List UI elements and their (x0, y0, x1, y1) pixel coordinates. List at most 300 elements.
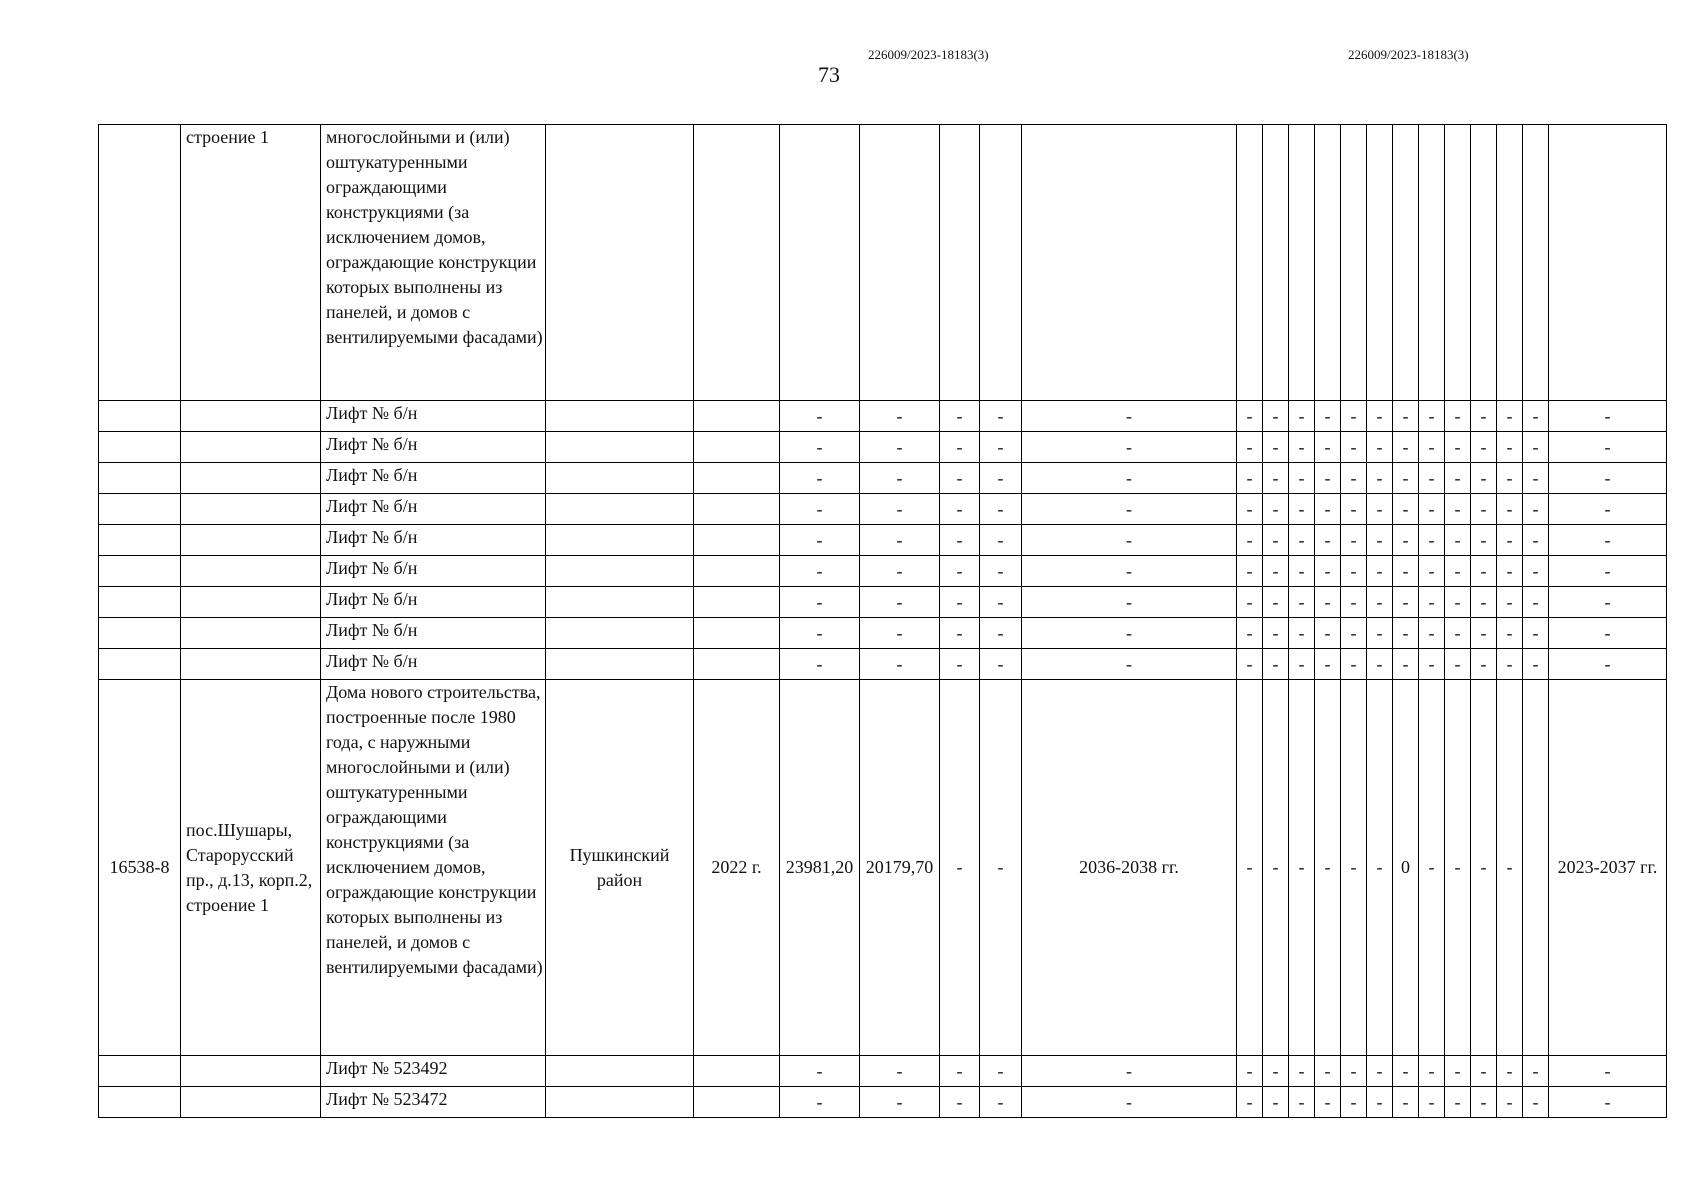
register-table (98, 124, 1667, 1118)
cell-flag: - (1445, 494, 1471, 525)
cell-year (694, 432, 780, 463)
cell-flag: - (1315, 556, 1341, 587)
cell-value-2: - (860, 1087, 940, 1118)
cell-period-2: - (1549, 1087, 1667, 1118)
cell-flag: - (1263, 680, 1289, 1056)
cell-address (181, 463, 321, 494)
cell-value-2: - (860, 401, 940, 432)
cell-year (694, 125, 780, 401)
cell-value-2: - (860, 649, 940, 680)
cell-year (694, 401, 780, 432)
cell-address (181, 525, 321, 556)
cell-flag: - (1471, 1087, 1497, 1118)
cell-value-2: - (860, 463, 940, 494)
cell-value-2: - (860, 587, 940, 618)
cell-flag: - (1263, 525, 1289, 556)
cell-flag: - (1237, 1087, 1263, 1118)
cell-description: Лифт № б/н (321, 463, 546, 494)
cell-flag: - (1341, 494, 1367, 525)
cell-period-2 (1549, 125, 1667, 401)
cell-value-1: - (780, 556, 860, 587)
cell-flag: - (1263, 649, 1289, 680)
cell-value-4: - (980, 680, 1022, 1056)
cell-value-1: - (780, 618, 860, 649)
cell-value-2 (860, 125, 940, 401)
cell-flag: - (1263, 494, 1289, 525)
cell-flag: - (1497, 1087, 1523, 1118)
cell-value-1: 23981,20 (780, 680, 860, 1056)
cell-district (546, 432, 694, 463)
cell-flag: - (1497, 649, 1523, 680)
cell-flag: - (1419, 680, 1445, 1056)
cell-period: 2036-2038 гг. (1022, 680, 1237, 1056)
cell-period-2: - (1549, 494, 1667, 525)
cell-description: Лифт № б/н (321, 494, 546, 525)
cell-flag: - (1341, 525, 1367, 556)
cell-flag: - (1315, 618, 1341, 649)
cell-flag: - (1393, 649, 1419, 680)
cell-flag: - (1523, 494, 1549, 525)
cell-period-2: - (1549, 1056, 1667, 1087)
cell-flag: - (1289, 432, 1315, 463)
table-row-lift (99, 618, 1667, 649)
cell-district (546, 494, 694, 525)
table-row-lift (99, 401, 1667, 432)
cell-year (694, 587, 780, 618)
cell-period-2: - (1549, 649, 1667, 680)
cell-period: - (1022, 618, 1237, 649)
cell-flag: - (1237, 1056, 1263, 1087)
cell-flag: - (1497, 432, 1523, 463)
cell-flag: - (1367, 525, 1393, 556)
cell-flag: - (1497, 618, 1523, 649)
cell-period-2: - (1549, 463, 1667, 494)
cell-flag: - (1419, 618, 1445, 649)
cell-flag: - (1497, 556, 1523, 587)
cell-value-4: - (980, 432, 1022, 463)
cell-value-3: - (940, 680, 980, 1056)
cell-flag: - (1497, 1056, 1523, 1087)
cell-flag: - (1315, 649, 1341, 680)
cell-address (181, 587, 321, 618)
cell-value-3: - (940, 1056, 980, 1087)
cell-flag: - (1393, 587, 1419, 618)
cell-district (546, 1087, 694, 1118)
cell-value-3: - (940, 649, 980, 680)
cell-address: строение 1 (181, 125, 321, 401)
cell-flag: - (1237, 494, 1263, 525)
cell-value-4: - (980, 649, 1022, 680)
cell-flag: - (1237, 525, 1263, 556)
cell-flag: - (1523, 1087, 1549, 1118)
cell-flag: - (1367, 618, 1393, 649)
table-row-lift (99, 587, 1667, 618)
cell-value-1: - (780, 525, 860, 556)
cell-description: Лифт № 523492 (321, 1056, 546, 1087)
cell-address (181, 618, 321, 649)
cell-period: - (1022, 1056, 1237, 1087)
cell-flag: - (1393, 401, 1419, 432)
cell-value-3 (940, 125, 980, 401)
cell-flag: - (1523, 1056, 1549, 1087)
cell-flag: - (1419, 649, 1445, 680)
cell-flag: - (1419, 525, 1445, 556)
cell-flag: - (1237, 556, 1263, 587)
cell-flag: - (1497, 494, 1523, 525)
cell-flag: - (1341, 463, 1367, 494)
cell-flag: - (1445, 680, 1471, 1056)
cell-flag: - (1445, 1087, 1471, 1118)
cell-id (99, 494, 181, 525)
cell-flag: - (1341, 1056, 1367, 1087)
cell-value-2: 20179,70 (860, 680, 940, 1056)
cell-flag: - (1367, 587, 1393, 618)
cell-flag: - (1315, 587, 1341, 618)
cell-district (546, 587, 694, 618)
cell-id (99, 556, 181, 587)
cell-flag: - (1237, 649, 1263, 680)
cell-value-1: - (780, 494, 860, 525)
cell-flag (1497, 125, 1523, 401)
cell-flag: - (1315, 1056, 1341, 1087)
cell-flag (1367, 125, 1393, 401)
cell-address (181, 1087, 321, 1118)
cell-flag: - (1237, 401, 1263, 432)
cell-flag: - (1445, 649, 1471, 680)
cell-flag: - (1315, 1087, 1341, 1118)
cell-value-3: - (940, 494, 980, 525)
cell-flag: - (1237, 587, 1263, 618)
cell-flag: - (1419, 556, 1445, 587)
cell-district (546, 525, 694, 556)
cell-year (694, 1056, 780, 1087)
cell-district (546, 649, 694, 680)
cell-flag: - (1393, 432, 1419, 463)
cell-flag (1471, 125, 1497, 401)
cell-district (546, 556, 694, 587)
cell-flag (1263, 125, 1289, 401)
cell-flag: - (1497, 525, 1523, 556)
cell-district: Пушкинский район (546, 680, 694, 1056)
cell-value-1: - (780, 1087, 860, 1118)
cell-flag: - (1367, 649, 1393, 680)
cell-flag (1523, 680, 1549, 1056)
cell-period: - (1022, 525, 1237, 556)
cell-flag: - (1263, 1087, 1289, 1118)
cell-flag (1523, 125, 1549, 401)
cell-flag: - (1367, 680, 1393, 1056)
cell-value-4: - (980, 1087, 1022, 1118)
cell-address (181, 1056, 321, 1087)
cell-year (694, 649, 780, 680)
cell-flag: - (1367, 556, 1393, 587)
cell-value-2: - (860, 494, 940, 525)
cell-flag: - (1523, 556, 1549, 587)
cell-flag: - (1263, 618, 1289, 649)
cell-year (694, 525, 780, 556)
cell-flag: - (1289, 587, 1315, 618)
cell-value-3: - (940, 1087, 980, 1118)
cell-flag: - (1367, 494, 1393, 525)
cell-description: Лифт № б/н (321, 649, 546, 680)
cell-flag: - (1471, 649, 1497, 680)
cell-id (99, 525, 181, 556)
cell-id (99, 587, 181, 618)
cell-value-3: - (940, 587, 980, 618)
cell-address (181, 649, 321, 680)
cell-value-4: - (980, 463, 1022, 494)
cell-flag: - (1393, 1056, 1419, 1087)
cell-period: - (1022, 494, 1237, 525)
cell-description: Лифт № б/н (321, 556, 546, 587)
cell-value-2: - (860, 618, 940, 649)
cell-flag: - (1315, 680, 1341, 1056)
document-number-duplicate: 226009/2023-18183(3) (1348, 47, 1469, 62)
cell-flag: - (1393, 494, 1419, 525)
cell-flag: - (1367, 1056, 1393, 1087)
cell-flag: - (1471, 401, 1497, 432)
cell-value-3: - (940, 463, 980, 494)
cell-flag: - (1263, 432, 1289, 463)
cell-description: Лифт № б/н (321, 525, 546, 556)
cell-description: Лифт № б/н (321, 432, 546, 463)
cell-value-4: - (980, 556, 1022, 587)
cell-year (694, 1087, 780, 1118)
cell-value-4: - (980, 1056, 1022, 1087)
cell-flag: - (1445, 401, 1471, 432)
cell-id (99, 1056, 181, 1087)
cell-value-1: - (780, 401, 860, 432)
cell-value-2: - (860, 525, 940, 556)
cell-value-4: - (980, 525, 1022, 556)
cell-district (546, 463, 694, 494)
cell-period-2: - (1549, 587, 1667, 618)
table-row-lift (99, 1087, 1667, 1118)
cell-value-4 (980, 125, 1022, 401)
cell-id (99, 125, 181, 401)
cell-flag: - (1471, 587, 1497, 618)
cell-id (99, 463, 181, 494)
cell-id (99, 1087, 181, 1118)
cell-flag: - (1419, 1056, 1445, 1087)
cell-value-4: - (980, 587, 1022, 618)
cell-flag: - (1341, 556, 1367, 587)
cell-flag: - (1393, 525, 1419, 556)
cell-flag: - (1419, 587, 1445, 618)
cell-period: - (1022, 1087, 1237, 1118)
cell-flag: - (1341, 432, 1367, 463)
cell-value-3: - (940, 432, 980, 463)
cell-district (546, 1056, 694, 1087)
cell-period-2: - (1549, 525, 1667, 556)
cell-flag: - (1393, 556, 1419, 587)
cell-flag: - (1289, 556, 1315, 587)
cell-flag: - (1497, 401, 1523, 432)
cell-description: многослойными и (или) оштукатуренными ограждающими конструкциями (за исключением домов, ограждающие конструкции которых выполнены из панелей, и домов с вентилируемыми фасадами) (321, 125, 546, 401)
cell-period: - (1022, 432, 1237, 463)
cell-flag: - (1523, 525, 1549, 556)
cell-period: - (1022, 556, 1237, 587)
cell-district (546, 618, 694, 649)
cell-flag: - (1471, 432, 1497, 463)
cell-flag: - (1237, 680, 1263, 1056)
cell-flag: - (1315, 494, 1341, 525)
cell-period (1022, 125, 1237, 401)
cell-period-2: - (1549, 556, 1667, 587)
cell-flag: - (1523, 401, 1549, 432)
cell-flag (1341, 125, 1367, 401)
cell-flag: - (1341, 1087, 1367, 1118)
cell-flag: - (1367, 401, 1393, 432)
cell-value-1: - (780, 432, 860, 463)
cell-id (99, 618, 181, 649)
cell-flag: - (1315, 463, 1341, 494)
cell-flag: - (1445, 618, 1471, 649)
cell-flag: - (1471, 494, 1497, 525)
cell-flag: - (1393, 618, 1419, 649)
cell-flag: - (1497, 587, 1523, 618)
cell-flag: - (1263, 1056, 1289, 1087)
cell-year (694, 618, 780, 649)
cell-flag: - (1523, 587, 1549, 618)
cell-id (99, 401, 181, 432)
cell-address (181, 494, 321, 525)
cell-period: - (1022, 649, 1237, 680)
cell-flag: - (1419, 432, 1445, 463)
cell-flag: - (1419, 1087, 1445, 1118)
cell-flag: - (1289, 463, 1315, 494)
table-row-house (99, 680, 1667, 1056)
cell-flag: - (1471, 556, 1497, 587)
cell-flag: - (1289, 525, 1315, 556)
cell-flag (1315, 125, 1341, 401)
cell-flag (1393, 125, 1419, 401)
cell-id (99, 432, 181, 463)
cell-address (181, 401, 321, 432)
cell-address (181, 432, 321, 463)
cell-flag: - (1237, 463, 1263, 494)
cell-flag: - (1289, 401, 1315, 432)
cell-value-4: - (980, 618, 1022, 649)
cell-flag: - (1393, 1087, 1419, 1118)
cell-flag: - (1263, 556, 1289, 587)
cell-flag: - (1471, 525, 1497, 556)
cell-flag: - (1341, 401, 1367, 432)
cell-description: Лифт № б/н (321, 618, 546, 649)
cell-value-1 (780, 125, 860, 401)
cell-flag (1289, 125, 1315, 401)
cell-flag: - (1419, 494, 1445, 525)
cell-year (694, 556, 780, 587)
document-number: 226009/2023-18183(3) (868, 47, 989, 62)
cell-flag: - (1497, 463, 1523, 494)
cell-flag: - (1497, 680, 1523, 1056)
table-row-lift (99, 556, 1667, 587)
cell-flag: - (1471, 1056, 1497, 1087)
table-row-lift (99, 494, 1667, 525)
cell-flag: - (1263, 463, 1289, 494)
cell-flag (1419, 125, 1445, 401)
cell-flag: - (1445, 587, 1471, 618)
table-row-lift (99, 1056, 1667, 1087)
cell-flag: - (1289, 1087, 1315, 1118)
cell-value-1: - (780, 587, 860, 618)
cell-address (181, 556, 321, 587)
cell-flag: - (1315, 525, 1341, 556)
cell-address: пос.Шушары, Старорусский пр., д.13, корп.2, строение 1 (181, 680, 321, 1056)
table-row-lift (99, 525, 1667, 556)
cell-flag: - (1419, 463, 1445, 494)
cell-value-2: - (860, 556, 940, 587)
cell-flag: - (1341, 587, 1367, 618)
cell-flag: - (1445, 432, 1471, 463)
cell-value-1: - (780, 463, 860, 494)
cell-value-4: - (980, 494, 1022, 525)
cell-description: Дома нового строительства, построенные после 1980 года, с наружными многослойными и (или) оштукатуренными ограждающими конструкциями (за исключением домов, ограждающие конструкции которых выполнены из панелей, и домов с вентилируемыми фасадами) (321, 680, 546, 1056)
cell-id (99, 649, 181, 680)
cell-flag: - (1523, 649, 1549, 680)
cell-value-4: - (980, 401, 1022, 432)
cell-flag: 0 (1393, 680, 1419, 1056)
cell-value-3: - (940, 401, 980, 432)
table-row-continuation (99, 125, 1667, 401)
cell-value-3: - (940, 525, 980, 556)
cell-flag: - (1263, 587, 1289, 618)
cell-flag: - (1289, 618, 1315, 649)
cell-value-3: - (940, 618, 980, 649)
cell-period: - (1022, 587, 1237, 618)
cell-period-2: - (1549, 432, 1667, 463)
table-row-lift (99, 463, 1667, 494)
cell-description: Лифт № б/н (321, 587, 546, 618)
cell-year: 2022 г. (694, 680, 780, 1056)
page-number: 73 (818, 62, 840, 87)
cell-flag: - (1445, 556, 1471, 587)
cell-flag: - (1523, 432, 1549, 463)
cell-flag: - (1367, 463, 1393, 494)
cell-flag: - (1471, 618, 1497, 649)
cell-flag: - (1289, 649, 1315, 680)
cell-value-3: - (940, 556, 980, 587)
cell-flag (1445, 125, 1471, 401)
cell-flag (1237, 125, 1263, 401)
cell-flag: - (1341, 680, 1367, 1056)
cell-flag: - (1471, 463, 1497, 494)
cell-district (546, 125, 694, 401)
cell-description: Лифт № 523472 (321, 1087, 546, 1118)
cell-flag: - (1237, 618, 1263, 649)
cell-flag: - (1445, 1056, 1471, 1087)
cell-description: Лифт № б/н (321, 401, 546, 432)
cell-flag: - (1523, 463, 1549, 494)
cell-period-2: - (1549, 618, 1667, 649)
cell-flag: - (1445, 463, 1471, 494)
cell-flag: - (1289, 1056, 1315, 1087)
cell-period-2: - (1549, 401, 1667, 432)
cell-flag: - (1367, 432, 1393, 463)
cell-flag: - (1289, 680, 1315, 1056)
cell-flag: - (1315, 432, 1341, 463)
cell-flag: - (1341, 618, 1367, 649)
cell-value-2: - (860, 1056, 940, 1087)
cell-flag: - (1471, 680, 1497, 1056)
cell-flag: - (1367, 1087, 1393, 1118)
cell-period: - (1022, 463, 1237, 494)
cell-district (546, 401, 694, 432)
cell-flag: - (1341, 649, 1367, 680)
cell-period-2: 2023-2037 гг. (1549, 680, 1667, 1056)
cell-period: - (1022, 401, 1237, 432)
